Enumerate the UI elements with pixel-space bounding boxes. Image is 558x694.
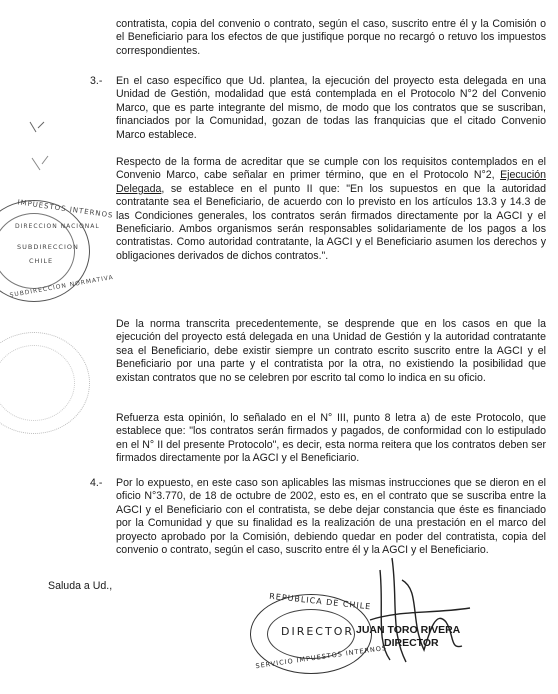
signatory-name: JUAN TORO RIVERA [356,624,461,636]
stamp-center-text: SUBDIRECCION [17,243,79,251]
paragraph-refuerza: Refuerza esta opinión, lo señalado en el N° III, punto 8 letra a) de este Protocolo, que establece que: "los contratos serán firmados y pagados, de conformidad con lo estipulado en el N° II del presente Protocolo", es decir, esta norma reitera que los contratos deben ser firmados directamente por la AGCI y el Beneficiario. [116,412,546,465]
item-number-4: 4.- [90,477,103,489]
paragraph-item-4: Por lo expuesto, en este caso son aplicables las mismas instrucciones que se dieron en el oficio N°3.770, de 18 de octubre de 2002, esto es, en el contrato que se suscriba entre la AGCI y el Beneficiario con el contratista, se debe dejar constancia que éste es financiado por la Comunidad y que su finalidad es la realización de una prestación en el marco del proyecto aprobado por la Comisión, debiendo quedar en poder del contratista, copia del convenio o contrato, según el caso, suscrito entre él y la AGCI y el Beneficiario. [116,477,546,557]
seal-center-text: DIRECTOR [281,625,355,638]
paragraph-respecto [116,156,546,263]
respecto-text-b: , se establece en el punto II que: "En los supuestos en que la autoridad contratante sea el Beneficiario, de acuerdo con lo previsto en los artículos 13.3 y 14.3 de las Condiciones generales, los contratos serán firmados directamente por la AGCI y el Beneficiario. Ambos organismos serán responsables solidariamente de los pagos a los contratistas. Como autoridad contratante, la AGCI y el Beneficiario asumen los derechos y obligaciones derivados de dichos contratos.". [116,182,546,262]
paragraph-norma: De la norma transcrita precedentemente, se desprende que en los casos en que la ejecución del proyecto está delegada en una Unidad de Gestión y la autoridad contratante sea el Beneficiario, debe existir siempre un contrato escrito suscrito entre la AGCI y el Beneficiario por una parte y el contratista por la otra, no existiendo la posibilidad que existan contratos que no se celebren por escrito tal como lo indica en su oficio. [116,318,546,384]
signatory-title: DIRECTOR [384,637,439,649]
closing-salutation: Saluda a Ud., [48,580,113,592]
respecto-text-a: Respecto de la forma de acreditar que se cumple con los requisitos contemplados en el Convenio Marco, cabe señalar en primer término, que en el Protocolo N°2, [116,156,546,182]
ejecucion-delegada-underlined: Ejecución Delegada [116,169,546,195]
paragraph-item-3: En el caso específico que Ud. plantea, la ejecución del proyecto esta delegada en una Unidad de Gestión, modalidad que está contemplada en el Protocolo N°2 del Convenio Marco, que es parte integrante del mismo, de modo que los contratos que se suscriban, financiados por la Comunidad, gozan de todas las franquicias que el citado Convenio Marco establece. [116,75,546,141]
director-seal-stamp [250,591,388,674]
left-faint-stamp [0,332,90,434]
paragraph-intro: contratista, copia del convenio o contrato, según el caso, suscrito entre él y la Comisión o el Beneficiario para los efectos de que justifique porque no recargó o retuvo los impuestos correspondientes. [116,18,546,57]
seal-ring-top: REPUBLICA DE CHILE [268,591,372,612]
left-official-stamp-top [0,198,115,302]
stamp-inner-text: DIRECCION NACIONAL [15,223,100,230]
item-number-3: 3.- [90,75,103,87]
stamp-ring-text: IMPUESTOS INTERNOS [16,198,114,220]
margin-marks [24,118,64,188]
stamp-bottom-text: SUBDIRECCION NORMATIVA [9,273,115,300]
stamp-chile-text: CHILE [29,257,54,265]
seal-ring-bottom: SERVICIO IMPUESTOS INTERNOS [255,643,388,671]
